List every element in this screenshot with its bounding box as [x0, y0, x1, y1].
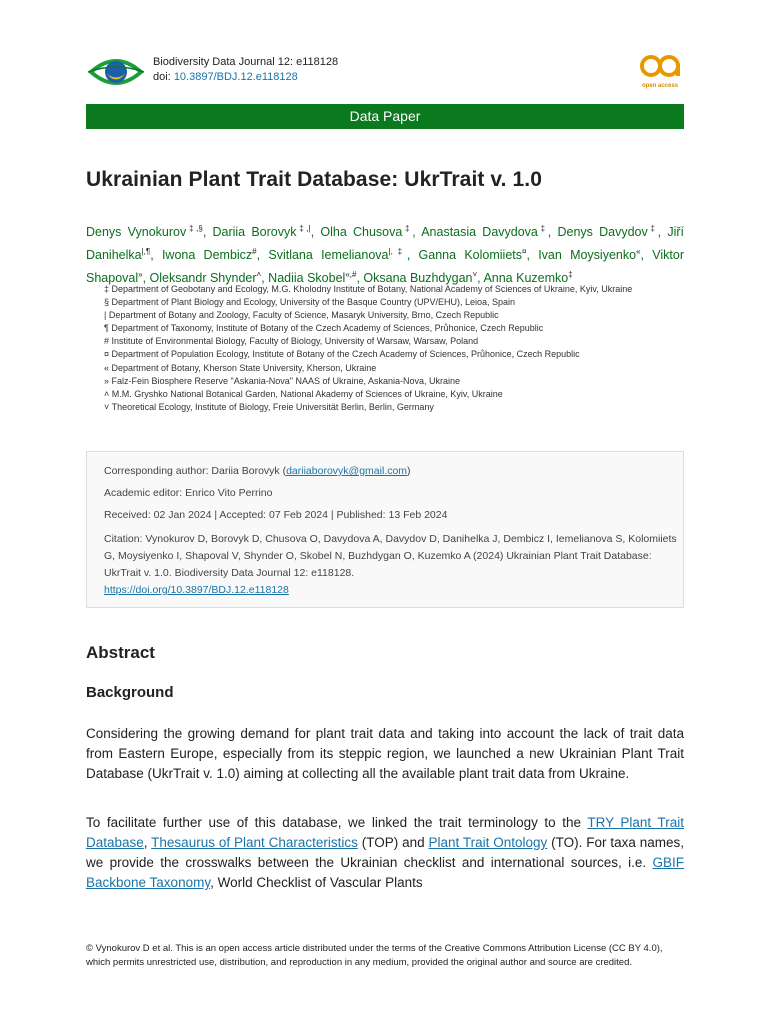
corresponding-author-label: Corresponding author: Dariia Borovyk ( — [104, 465, 287, 477]
author-name[interactable]: Svitlana Iemelianova — [268, 248, 389, 263]
p2-text-c: (TOP) and — [357, 835, 429, 850]
affiliation-item: » Falz-Fein Biosphere Reserve "Askania-Nova" NAAS of Ukraine, Askania-Nova, Ukraine — [104, 375, 461, 386]
author-affiliation-marks: «,# — [345, 270, 357, 280]
author-name[interactable]: Nadiia Skobel — [268, 271, 346, 286]
abstract-heading: Abstract — [86, 643, 155, 662]
p2-text-b: , — [143, 835, 152, 850]
author-name[interactable]: Oksana Buzhdygan — [363, 271, 473, 286]
journal-citation-line: Biodiversity Data Journal 12: e118128 — [153, 56, 339, 68]
plant-trait-ontology-link[interactable]: Plant Trait Ontology — [428, 835, 548, 850]
author-entry[interactable] — [421, 225, 548, 239]
affiliation-item: ‡ Department of Geobotany and Ecology, M.G. Kholodny Institute of Botany, National Academy of Sciences of Ukraine, Kyiv, Ukraine — [104, 284, 633, 294]
author-entry[interactable] — [557, 225, 657, 239]
doi-link[interactable]: 10.3897/BDJ.12.e118128 — [173, 71, 298, 83]
academic-editor: Academic editor: Enrico Vito Perrino — [104, 487, 273, 499]
author-affiliation-marks: ‡ — [568, 270, 573, 280]
author-affiliation-marks: ‡ — [647, 224, 658, 233]
corresponding-author — [104, 465, 682, 478]
author-name[interactable]: Anastasia Davydova — [421, 225, 538, 240]
background-heading: Background — [86, 684, 174, 701]
affiliation-item: § Department of Plant Biology and Ecology, University of the Basque Country (UPV/EHU), Leioa, Spain — [104, 297, 516, 308]
doi-line — [153, 71, 298, 83]
affiliation-list — [104, 283, 684, 414]
author-entry[interactable] — [320, 225, 412, 239]
author-name[interactable]: Jiří Danihelka — [86, 225, 684, 263]
doi-label: doi: — [153, 71, 171, 83]
corresponding-author-close: ) — [407, 465, 411, 477]
author-name[interactable]: Denys Davydov — [557, 225, 648, 240]
author-entry[interactable] — [538, 248, 640, 262]
author-affiliation-marks: # — [252, 247, 257, 257]
license-footer: © Vynokurov D et al. This is an open access article distributed under the terms of the Creative Commons Attribution License (CC BY 4.0), which permits unrestricted use, distribution, and reproduction in any medium, provided the original author and source are credited. — [86, 943, 663, 968]
author-affiliation-marks: ‡,§ — [186, 224, 203, 233]
affiliation-item: ¶ Department of Taxonomy, Institute of Botany of the Czech Academy of Sciences, Průhonice, Czech Republic — [104, 323, 544, 334]
affiliation-item: ˄ M.M. Gryshko National Botanical Garden, National Akademy of Sciences of Ukraine, Kyiv, Ukraine — [104, 388, 503, 399]
affiliation-item: ¤ Department of Population Ecology, Institute of Botany of the Czech Academy of Sciences, Průhonice, Czech Republic — [104, 349, 580, 360]
open-access-badge — [638, 52, 682, 88]
author-name[interactable]: Dariia Borovyk — [212, 225, 297, 240]
author-entry[interactable] — [268, 248, 406, 262]
author-affiliation-marks: ‡ — [402, 224, 413, 233]
citation-block — [104, 531, 682, 599]
article-info-box — [86, 451, 684, 608]
affiliation-item: « Department of Botany, Kherson State University, Kherson, Ukraine — [104, 362, 377, 373]
gbif-backbone-link[interactable]: GBIF Backbone Taxonomy — [86, 855, 684, 890]
abstract-paragraph-2 — [86, 813, 684, 893]
author-name[interactable]: Ivan Moysiyenko — [538, 248, 637, 263]
p2-text-a: To facilitate further use of this database, we linked the trait terminology to the — [86, 815, 588, 830]
author-name[interactable]: Oleksandr Shynder — [149, 271, 257, 286]
author-name[interactable]: Olha Chusova — [320, 225, 403, 240]
open-access-label: open access — [641, 83, 679, 89]
author-name[interactable]: Viktor Shapoval — [86, 248, 684, 286]
author-affiliation-marks: « — [636, 247, 641, 257]
author-affiliation-marks: » — [138, 270, 143, 280]
citation-doi-link[interactable]: https://doi.org/10.3897/BDJ.12.e118128 — [104, 584, 289, 596]
p2-text-d: (TO). For taxa names, we provide the crosswalks between the Ukrainian checklist and international sources, i.e. — [86, 835, 684, 870]
article-dates: Received: 02 Jan 2024 | Accepted: 07 Feb 2024 | Published: 13 Feb 2024 — [104, 509, 448, 521]
article-type-banner: Data Paper — [86, 104, 684, 129]
author-affiliation-marks: ‡,| — [296, 224, 311, 233]
author-name[interactable]: Ganna Kolomiiets — [418, 248, 522, 263]
author-list: Denys Vynokurov‡,§, Dariia Borovyk‡,|, Olha Chusova‡, Anastasia Davydova‡, Denys Davydov‡, Jiří Danihelka|,¶, Iwona Dembicz#, Svitlana Iemelianova|,‡, Ganna Kolomiiets¤, Ivan Moysiyenko«, Viktor Shapoval», Oleksandr Shynder˄, Nadiia Skobel«,#, Oksana Buzhdygan˅, Anna Kuzemko‡ — [86, 224, 684, 286]
author-entry[interactable] — [86, 225, 203, 239]
author-entry[interactable] — [419, 248, 527, 262]
open-access-icon — [638, 52, 682, 80]
thesaurus-link[interactable]: Thesaurus of Plant Characteristics — [151, 835, 358, 850]
article-title: Ukrainian Plant Trait Database: UkrTrait v. 1.0 — [86, 168, 542, 191]
affiliation-item: # Institute of Environmental Biology, Faculty of Biology, University of Warsaw, Warsaw, Poland — [104, 336, 479, 347]
author-entry[interactable] — [212, 225, 310, 239]
author-affiliation-marks: ˅ — [472, 270, 478, 280]
journal-eye-logo-icon — [86, 52, 146, 92]
author-affiliation-marks: ˄ — [256, 270, 262, 280]
p2-text-e: , World Checklist of Vascular Plants — [210, 875, 423, 890]
author-affiliation-marks: ¤ — [522, 247, 527, 257]
affiliation-item: | Department of Botany and Zoology, Faculty of Science, Masaryk University, Brno, Czech Republic — [104, 310, 499, 321]
author-entry[interactable] — [162, 248, 257, 262]
author-affiliation-marks: |,‡ — [388, 247, 407, 257]
author-name[interactable]: Iwona Dembicz — [161, 248, 253, 263]
try-database-link[interactable]: TRY Plant Trait Database — [86, 815, 684, 850]
affiliation-item: ˅ Theoretical Ecology, Institute of Biology, Freie Universität Berlin, Berlin, Germany — [104, 401, 434, 412]
author-name[interactable]: Denys Vynokurov — [86, 225, 187, 240]
author-name[interactable]: Anna Kuzemko — [483, 271, 569, 286]
author-affiliation-marks: ‡ — [537, 224, 548, 233]
author-affiliation-marks: |,¶ — [141, 247, 151, 257]
corresponding-email-link[interactable]: dariiaborovyk@gmail.com — [286, 465, 408, 477]
citation-text: Citation: Vynokurov D, Borovyk D, Chusova O, Davydova A, Davydov D, Danihelka J, Dembicz I, Iemelianova S, Kolomiiets G, Moysiyenko I, Shapoval V, Shynder O, Skobel N, Buzhdygan O, Kuzemko A (2024) Ukrainian Plant Trait Database: UkrTrait v. 1.0. Biodiversity Data Journal 12: e118128. — [104, 533, 677, 579]
abstract-paragraph-1: Considering the growing demand for plant trait data and taking into account the lack of trait data from Eastern Europe, especially from its steppic region, we launched a new Ukrainian Plant Trait Database (UkrTrait v. 1.0) aiming at collecting all the available plant trait data from Ukraine. — [86, 726, 684, 781]
